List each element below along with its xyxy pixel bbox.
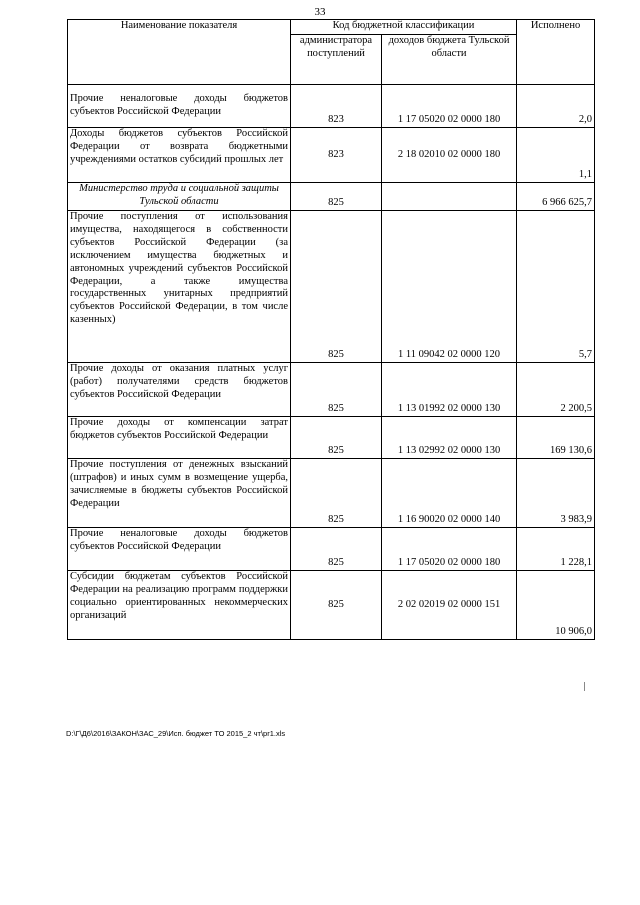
table-row xyxy=(68,571,595,640)
row-amount: 1 228,1 xyxy=(517,528,595,571)
row-name: Субсидии бюджетам субъектов Российской Федерации на реализацию программ поддержки социально ориентированных некоммерческих организаций xyxy=(68,571,291,640)
row-name: Прочие поступления от денежных взысканий (штрафов) и иных сумм в возмещение ущерба, зачисляемые в бюджеты субъектов Российской Федерации xyxy=(68,459,291,528)
row-name: Министерство труда и социальной защиты Тульской области xyxy=(68,183,291,211)
row-admin: 825 xyxy=(291,571,382,640)
row-admin: 823 xyxy=(291,85,382,128)
row-amount: 2 200,5 xyxy=(517,363,595,417)
table-row xyxy=(68,85,595,128)
row-admin: 825 xyxy=(291,211,382,363)
row-admin: 825 xyxy=(291,417,382,459)
row-code xyxy=(382,183,517,211)
table-row xyxy=(68,363,595,417)
row-name: Прочие доходы от оказания платных услуг (работ) получателями средств бюджетов субъектов Российской Федерации xyxy=(68,363,291,417)
header-revenue: доходов бюджета Тульской области xyxy=(382,35,517,85)
row-code: 2 18 02010 02 0000 180 xyxy=(382,128,517,183)
row-code: 1 17 05020 02 0000 180 xyxy=(382,85,517,128)
row-admin: 823 xyxy=(291,128,382,183)
row-code: 1 16 90020 02 0000 140 xyxy=(382,459,517,528)
table-row xyxy=(68,417,595,459)
row-name: Прочие поступления от использования имущества, находящегося в собственности субъектов Российской Федерации (за исключением имущества бюджетных и автономных учреждений субъектов Российской Федерации, а также имущества государственных унитарных предприятий субъектов Российской Федерации, в том числе казенных) xyxy=(68,211,291,363)
row-code: 1 11 09042 02 0000 120 xyxy=(382,211,517,363)
row-amount: 6 966 625,7 xyxy=(517,183,595,211)
table-row-section xyxy=(68,183,595,211)
table-row xyxy=(68,128,595,183)
page-number: 33 xyxy=(314,6,326,18)
row-name: Прочие неналоговые доходы бюджетов субъектов Российской Федерации xyxy=(68,85,291,128)
header-name: Наименование показателя xyxy=(68,20,291,85)
margin-mark xyxy=(584,682,585,691)
row-code: 1 13 01992 02 0000 130 xyxy=(382,363,517,417)
row-amount: 3 983,9 xyxy=(517,459,595,528)
row-code: 2 02 02019 02 0000 151 xyxy=(382,571,517,640)
header-executed: Исполнено xyxy=(517,20,595,85)
row-admin: 825 xyxy=(291,183,382,211)
row-admin: 825 xyxy=(291,363,382,417)
table-row xyxy=(68,211,595,363)
row-code: 1 17 05020 02 0000 180 xyxy=(382,528,517,571)
row-amount: 10 906,0 xyxy=(517,571,595,640)
row-name: Доходы бюджетов субъектов Российской Федерации от возврата бюджетными учреждениями остатков субсидий прошлых лет xyxy=(68,128,291,183)
header-admin: администратора поступлений xyxy=(291,35,382,85)
budget-table xyxy=(67,19,595,640)
row-admin: 825 xyxy=(291,528,382,571)
row-name: Прочие доходы от компенсации затрат бюджетов субъектов Российской Федерации xyxy=(68,417,291,459)
row-admin: 825 xyxy=(291,459,382,528)
row-amount: 2,0 xyxy=(517,85,595,128)
header-code-group: Код бюджетной классификации xyxy=(291,20,517,35)
table-row xyxy=(68,459,595,528)
row-code: 1 13 02992 02 0000 130 xyxy=(382,417,517,459)
footer-file-path: D:\Г\Д6\2016\ЗАКОН\ЗАС_29\Исп. бюджет ТО 2015_2 чт\pr1.xls xyxy=(66,729,286,738)
row-name: Прочие неналоговые доходы бюджетов субъектов Российской Федерации xyxy=(68,528,291,571)
table-row xyxy=(68,528,595,571)
row-amount: 169 130,6 xyxy=(517,417,595,459)
row-amount: 1,1 xyxy=(517,128,595,183)
header-row xyxy=(68,20,595,35)
row-amount: 5,7 xyxy=(517,211,595,363)
